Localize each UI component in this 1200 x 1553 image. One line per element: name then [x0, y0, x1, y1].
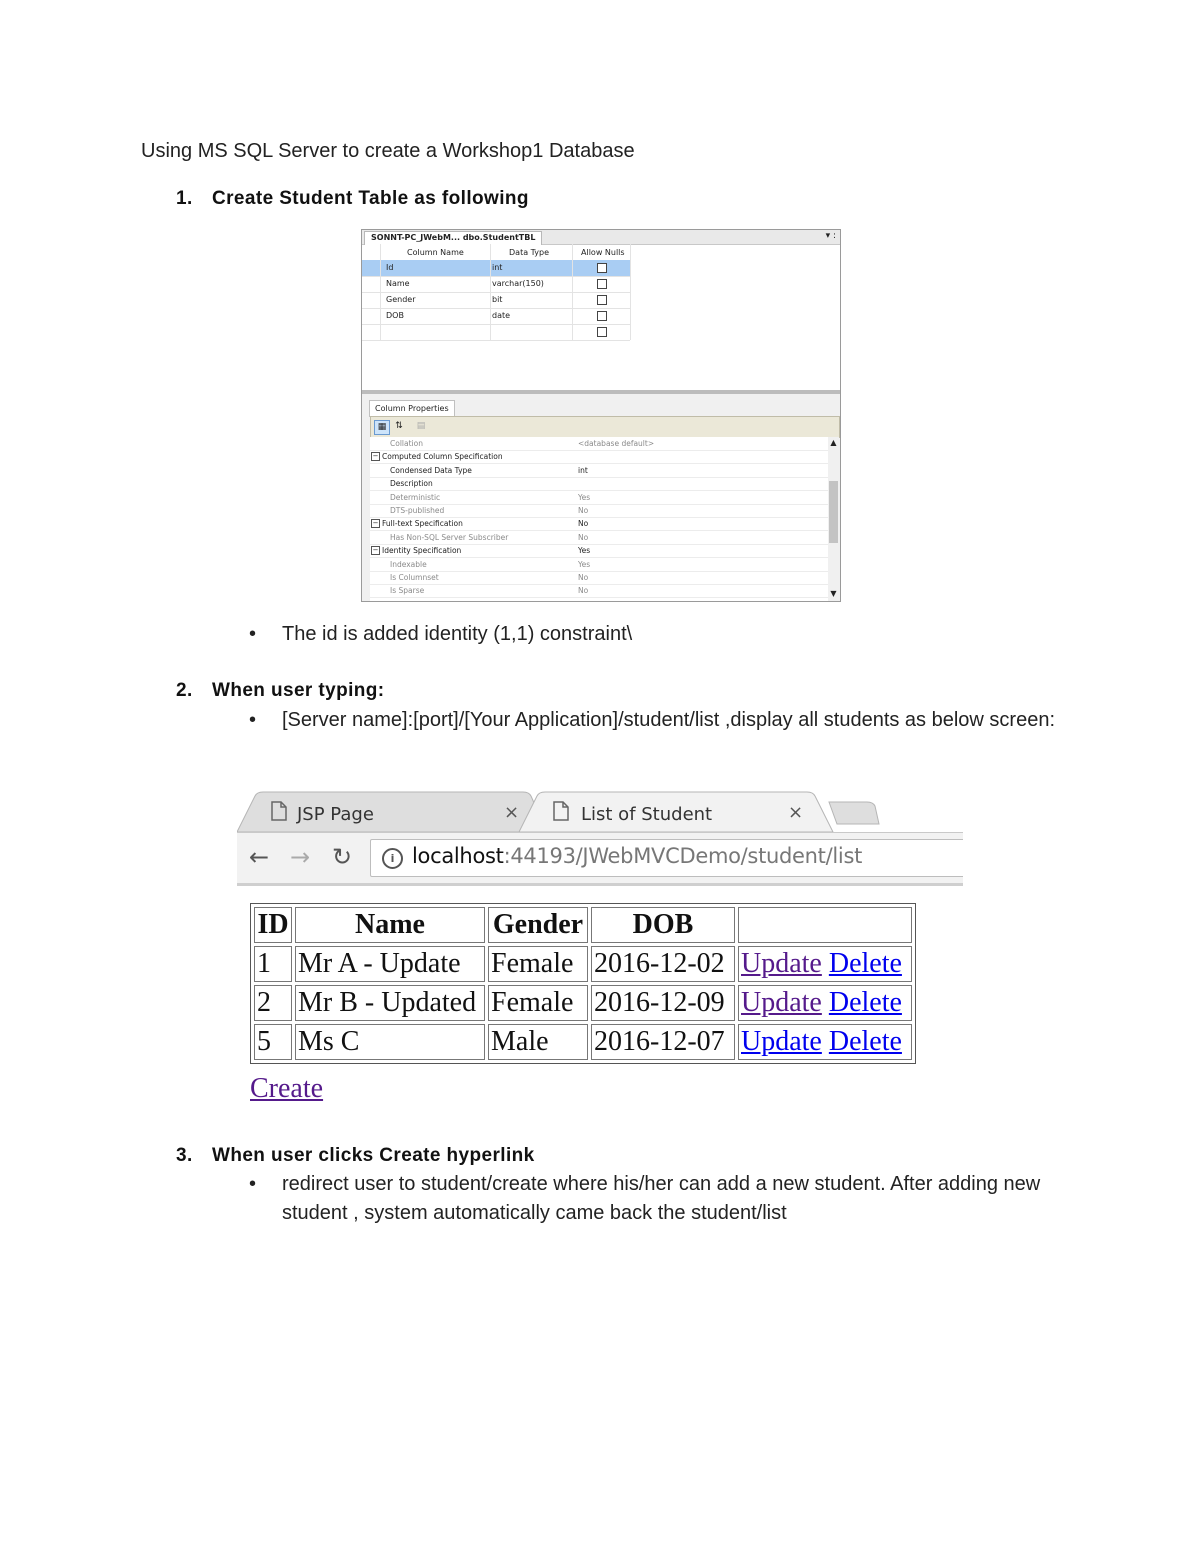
student-id-cell: 2: [254, 985, 292, 1021]
allow-nulls-checkbox[interactable]: [597, 279, 607, 289]
tab-dropdown-icon[interactable]: ▾ :: [825, 231, 836, 241]
update-link[interactable]: Update: [741, 948, 822, 979]
collapse-icon[interactable]: −: [372, 546, 379, 555]
table-row: [254, 985, 912, 1021]
student-dob-cell: 2016-12-02: [591, 946, 735, 982]
section-1-number: 1.: [176, 188, 193, 209]
column-row[interactable]: [362, 324, 630, 341]
allow-nulls-checkbox[interactable]: [597, 327, 607, 337]
section-3-heading: [176, 1145, 535, 1167]
tab-title: JSP Page: [297, 804, 374, 825]
bullet-text: The id is added identity (1,1) constraint\: [282, 623, 633, 645]
property-row[interactable]: [370, 504, 828, 518]
property-name: Is Columnset: [390, 573, 439, 582]
designer-tab-bar: [362, 230, 840, 245]
property-name: Computed Column Specification: [382, 452, 503, 462]
property-value[interactable]: Yes: [578, 546, 591, 556]
column-name-cell[interactable]: Gender: [386, 295, 416, 304]
property-row[interactable]: [370, 450, 828, 464]
alphabetical-sort-icon[interactable]: ⇅: [395, 421, 403, 431]
tab-list-of-student[interactable]: [519, 792, 833, 832]
property-name: Indexable: [390, 559, 427, 569]
data-type-cell[interactable]: varchar(150): [492, 279, 544, 288]
property-name: Has Non-SQL Server Subscriber: [390, 532, 509, 542]
grid-divider: [380, 244, 381, 340]
property-value[interactable]: Yes: [578, 559, 591, 569]
column-properties-tab[interactable]: Column Properties: [369, 400, 455, 417]
create-link[interactable]: Create: [250, 1073, 324, 1104]
student-id-cell: 5: [254, 1024, 292, 1060]
column-row[interactable]: [362, 292, 630, 309]
properties-scrollbar[interactable]: [828, 437, 839, 601]
property-row[interactable]: [370, 571, 828, 585]
grid-divider: [572, 244, 573, 340]
url-host: localhost: [412, 844, 504, 868]
property-row[interactable]: [370, 531, 828, 545]
section-3-title: When user clicks Create hyperlink: [212, 1145, 535, 1166]
property-value[interactable]: No: [578, 532, 589, 542]
property-value[interactable]: No: [578, 573, 589, 582]
table-row: [254, 946, 912, 982]
property-row[interactable]: [370, 491, 828, 505]
section-2-title: When user typing:: [212, 680, 385, 701]
student-actions-cell: [738, 946, 912, 982]
section-1-heading: [176, 188, 529, 210]
back-arrow-icon[interactable]: ←: [249, 843, 270, 871]
allow-nulls-checkbox[interactable]: [597, 263, 607, 273]
data-type-cell[interactable]: int: [492, 263, 503, 272]
info-icon[interactable]: i: [382, 848, 403, 869]
update-link[interactable]: Update: [741, 987, 822, 1018]
delete-link[interactable]: Delete: [828, 948, 902, 979]
scroll-thumb[interactable]: [829, 481, 838, 543]
grid-divider: [630, 244, 631, 340]
url-text[interactable]: [412, 844, 862, 868]
tab-title: List of Student: [581, 804, 713, 825]
column-row[interactable]: [362, 276, 630, 293]
bullet-item: [249, 620, 1082, 649]
delete-link[interactable]: Delete: [828, 1026, 902, 1057]
student-name-cell: Mr B - Updated: [295, 985, 485, 1021]
data-type-cell[interactable]: date: [492, 311, 511, 320]
student-gender-cell: Male: [488, 1024, 588, 1060]
categorized-icon[interactable]: ▦: [374, 420, 390, 435]
student-actions-cell: [738, 1024, 912, 1060]
designer-tab[interactable]: SONNT-PC_JWebM... dbo.StudentTBL: [364, 231, 542, 245]
student-id-cell: 1: [254, 946, 292, 982]
bullet-text: redirect user to student/create where his/her can add a new student. After adding new student , system automatically came back the student/list: [282, 1173, 1041, 1224]
url-path: :44193/JWebMVCDemo/student/list: [503, 844, 863, 868]
property-value[interactable]: <database default>: [578, 439, 655, 448]
section-2-number: 2.: [176, 680, 193, 701]
data-type-header: Data Type: [509, 248, 550, 257]
column-properties-pane: [362, 394, 840, 601]
student-actions-cell: [738, 985, 912, 1021]
property-row[interactable]: [370, 558, 828, 572]
property-row[interactable]: [370, 477, 828, 491]
bullet-item: [249, 1170, 1072, 1228]
column-name-cell[interactable]: DOB: [386, 311, 404, 320]
property-row[interactable]: [370, 464, 828, 478]
property-value[interactable]: No: [578, 519, 589, 529]
property-row[interactable]: [370, 517, 828, 531]
section-3-number: 3.: [176, 1145, 193, 1166]
property-name: Deterministic: [390, 492, 441, 502]
browser-toolbar: [237, 832, 963, 886]
grid-divider: [490, 244, 491, 340]
allow-nulls-checkbox[interactable]: [597, 295, 607, 305]
scroll-down-icon[interactable]: ▼: [830, 589, 837, 598]
scroll-up-icon[interactable]: ▲: [830, 438, 837, 447]
property-value[interactable]: No: [578, 586, 589, 596]
reload-icon[interactable]: ↻: [332, 843, 353, 871]
column-name-cell[interactable]: Name: [386, 279, 410, 288]
property-name: DTS-published: [390, 506, 445, 515]
tab-jsp-page[interactable]: [237, 792, 547, 832]
bullet-item: [249, 706, 1072, 735]
bullet-icon: •: [249, 1173, 257, 1195]
section-1-title: Create Student Table as following: [212, 188, 529, 209]
student-dob-cell: 2016-12-07: [591, 1024, 735, 1060]
collapse-icon[interactable]: −: [372, 452, 379, 461]
close-icon[interactable]: ×: [788, 802, 804, 823]
header-dob: DOB: [591, 907, 735, 943]
student-dob-cell: 2016-12-09: [591, 985, 735, 1021]
property-name: Full-text Specification: [382, 519, 463, 529]
allow-nulls-checkbox[interactable]: [597, 311, 607, 321]
document-intro: Using MS SQL Server to create a Workshop1 Database: [141, 140, 635, 162]
property-value[interactable]: int: [578, 465, 588, 475]
column-row[interactable]: [362, 308, 630, 325]
student-gender-cell: Female: [488, 946, 588, 982]
property-name: Identity Specification: [382, 546, 462, 556]
section-2-heading: [176, 680, 385, 702]
address-bar[interactable]: [370, 839, 963, 877]
property-name: Description: [390, 479, 433, 489]
ssms-table-designer: [361, 229, 841, 602]
header-name: Name: [295, 907, 485, 943]
column-name-header: Column Name: [407, 248, 464, 257]
table-row: [254, 1024, 912, 1060]
header-gender: Gender: [488, 907, 588, 943]
header-id: ID: [254, 907, 292, 943]
column-row[interactable]: [362, 260, 630, 277]
property-name: Is Sparse: [390, 586, 425, 596]
property-row[interactable]: [370, 544, 828, 558]
student-list-table: [250, 903, 916, 1064]
column-name-cell[interactable]: Id: [386, 263, 394, 272]
property-name: Collation: [390, 439, 423, 448]
allow-nulls-header: Allow Nulls: [581, 248, 625, 257]
data-type-cell[interactable]: bit: [492, 295, 503, 304]
close-icon[interactable]: ×: [504, 802, 520, 823]
header-actions: [738, 907, 912, 943]
property-value[interactable]: No: [578, 506, 589, 515]
browser-window: [237, 788, 963, 886]
properties-list: [370, 437, 828, 601]
bullet-text: [Server name]:[port]/[Your Application]/student/list ,display all students as below screen:: [282, 709, 1056, 731]
property-row[interactable]: [370, 584, 828, 598]
properties-toolbar: [370, 416, 840, 438]
delete-link[interactable]: Delete: [828, 987, 902, 1018]
bullet-icon: •: [249, 709, 257, 731]
bullet-icon: •: [249, 623, 257, 645]
student-name-cell: Ms C: [295, 1024, 485, 1060]
student-gender-cell: Female: [488, 985, 588, 1021]
collapse-icon[interactable]: −: [372, 519, 379, 528]
student-name-cell: Mr A - Update: [295, 946, 485, 982]
browser-tab-strip: [237, 788, 963, 832]
forward-arrow-icon[interactable]: →: [290, 843, 311, 871]
property-value[interactable]: Yes: [578, 492, 591, 502]
update-link[interactable]: Update: [741, 1026, 822, 1057]
property-name: Condensed Data Type: [390, 465, 472, 475]
table-header-row: [254, 907, 912, 943]
new-tab-button[interactable]: [829, 802, 879, 824]
property-row[interactable]: [370, 437, 828, 451]
property-pages-icon[interactable]: ▤: [416, 421, 426, 431]
